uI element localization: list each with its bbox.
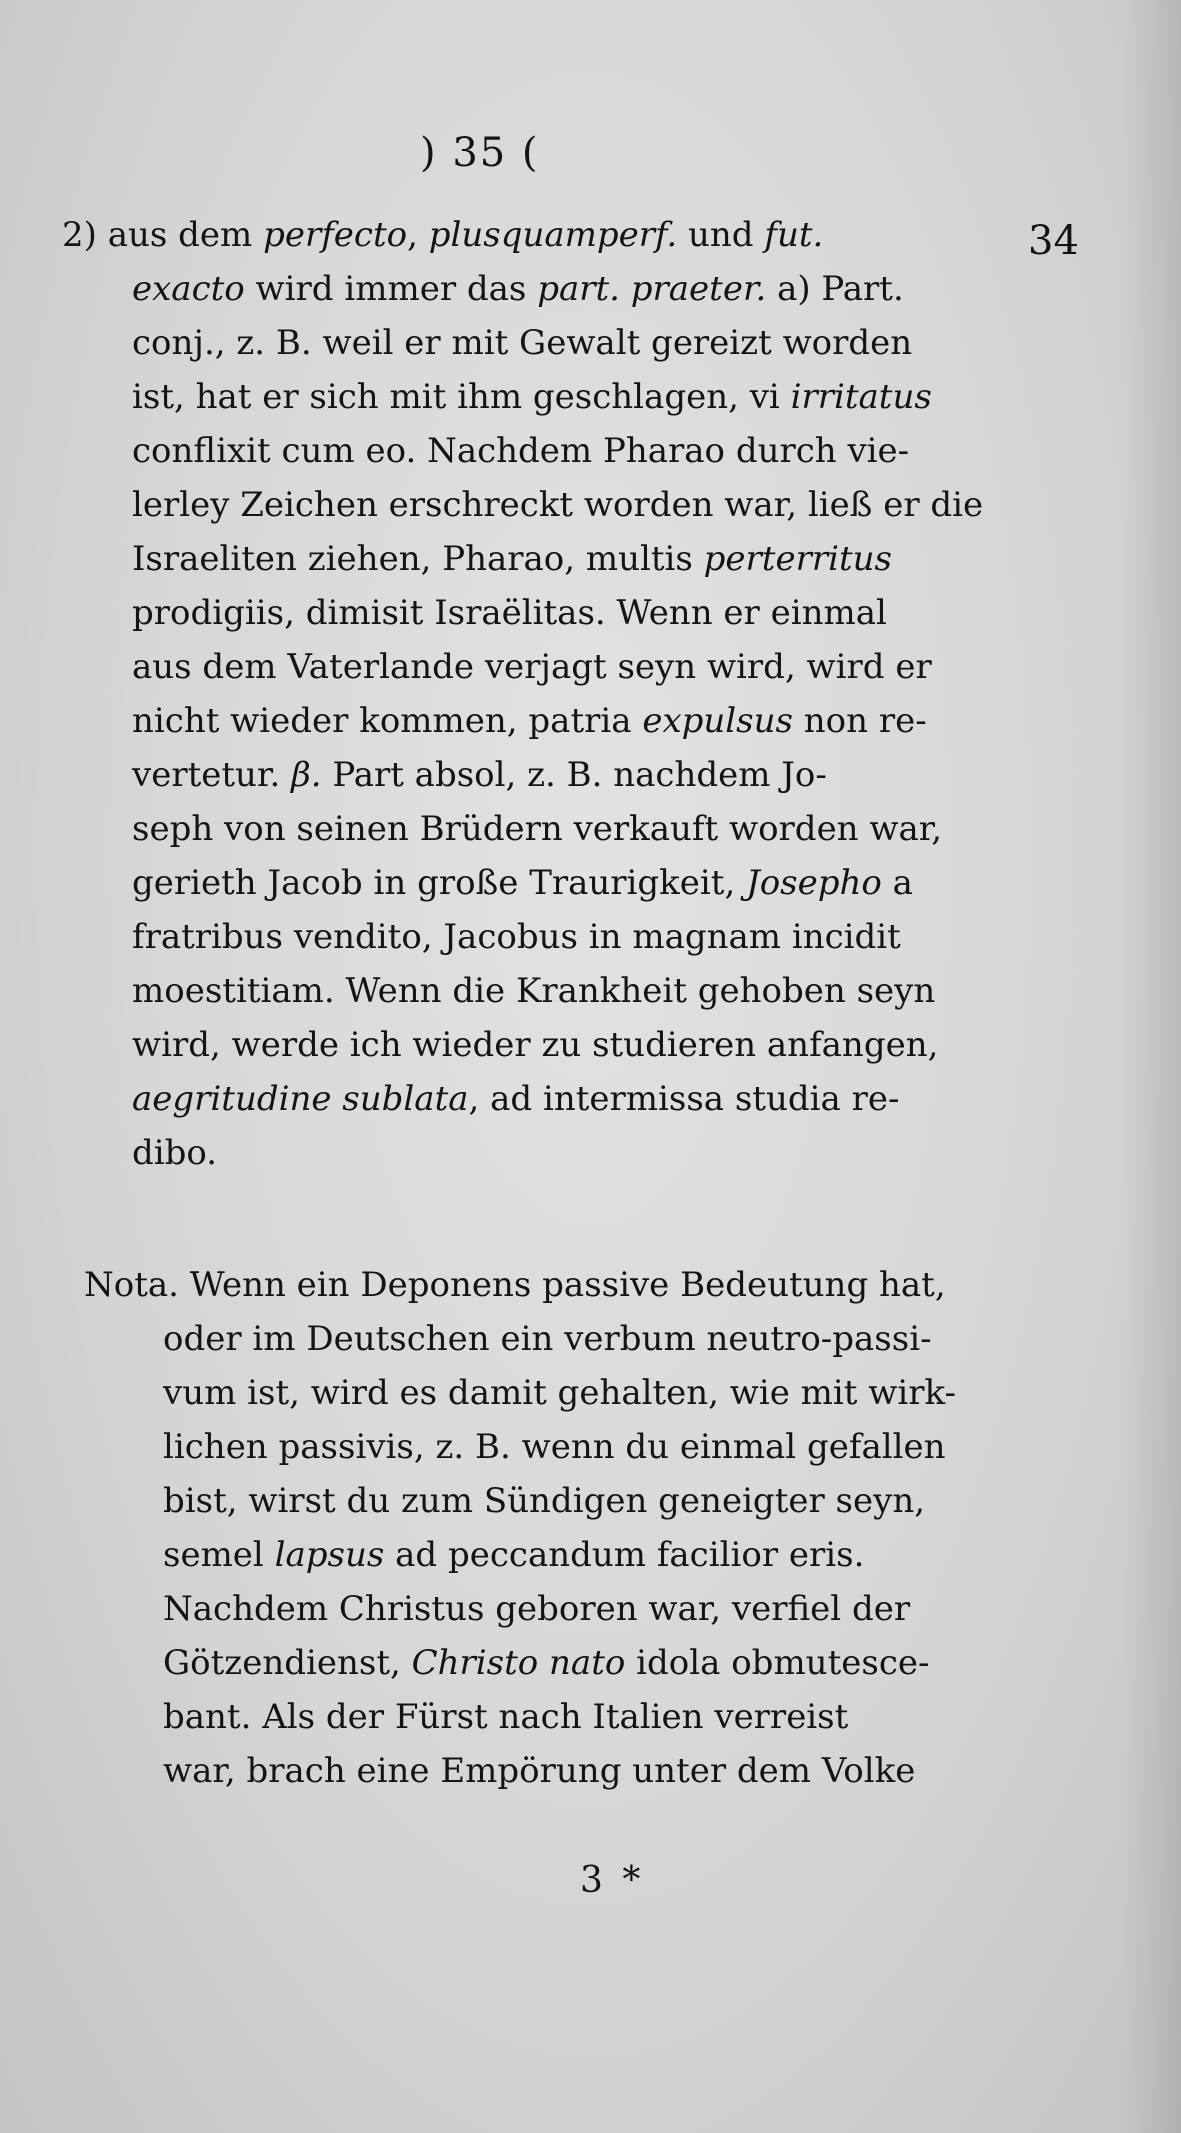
italic-phrase: perfecto [263, 215, 408, 255]
text-line [163, 1319, 932, 1359]
text-run: Part absol, z. B. nachdem Jo- [321, 755, 827, 795]
text-run: 2) aus dem [62, 215, 264, 255]
italic-phrase: lapsus [274, 1535, 385, 1575]
text-line [132, 593, 887, 633]
italic-phrase: perterritus [703, 539, 892, 579]
text-line [132, 647, 932, 687]
text-line [132, 1079, 900, 1119]
text-line [132, 539, 892, 579]
text-run: moestitiam. Wenn die Krankheit gehoben seyn [132, 971, 936, 1011]
text-run: gerieth Jacob in große Traurigkeit, [132, 863, 747, 903]
text-run: bant. Als der Fürst nach Italien verreist [163, 1697, 849, 1737]
italic-phrase: plusquamperf. [428, 215, 678, 255]
text-run: a) Part. [766, 269, 904, 309]
text-run: oder im Deutschen ein verbum neutro-passi- [163, 1319, 932, 1359]
page-edge-shadow [1121, 0, 1181, 2133]
italic-phrase: irritatus [790, 377, 932, 417]
text-line [132, 377, 932, 417]
text-line [132, 269, 904, 309]
text-line [163, 1751, 916, 1791]
signature-mark: 3 * [580, 1860, 645, 1901]
text-run: conj., z. B. weil er mit Gewalt gereizt worden [132, 323, 913, 363]
text-run: ist, hat er sich mit ihm geschlagen, vi [132, 377, 791, 417]
italic-phrase: aegritudine sublata [132, 1079, 469, 1119]
italic-phrase: β. [291, 755, 322, 795]
text-run: dibo. [132, 1133, 218, 1173]
text-line [163, 1373, 956, 1413]
text-line [132, 863, 913, 903]
text-run: Israeliten ziehen, Pharao, multis [132, 539, 704, 579]
text-run: bist, wirst du zum Sündigen geneigter seyn, [163, 1481, 926, 1521]
text-line [132, 323, 913, 363]
text-run: a [881, 863, 913, 903]
text-line [132, 971, 936, 1011]
text-run: war, brach eine Empörung unter dem Volke [163, 1751, 916, 1791]
text-line [163, 1697, 849, 1737]
text-line [132, 1133, 218, 1173]
text-run: aus dem Vaterlande verjagt seyn wird, wird er [132, 647, 932, 687]
text-line [163, 1481, 926, 1521]
text-run: , [407, 215, 429, 255]
text-run: Götzendienst, [163, 1643, 412, 1683]
italic-phrase: exacto [132, 269, 245, 309]
text-run: prodigiis, dimisit Israëlitas. Wenn er einmal [132, 593, 887, 633]
italic-phrase: expulsus [642, 701, 793, 741]
italic-phrase: fut. [764, 215, 824, 255]
text-run: lichen passivis, z. B. wenn du einmal gefallen [163, 1427, 946, 1467]
text-run: seph von seinen Brüdern verkauft worden war, [132, 809, 943, 849]
italic-phrase: Christo nato [411, 1643, 626, 1683]
text-run: idola obmutesce- [625, 1643, 930, 1683]
text-line [132, 701, 927, 741]
text-line [132, 431, 910, 471]
text-run: ad peccandum facilior eris. [384, 1535, 865, 1575]
text-run: Nota. Wenn ein Deponens passive Bedeutung hat, [84, 1265, 946, 1305]
text-run: conflixit cum eo. Nachdem Pharao durch vie- [132, 431, 910, 471]
text-line [132, 917, 901, 957]
text-line [163, 1643, 930, 1683]
text-run: und [677, 215, 765, 255]
text-run: lerley Zeichen erschreckt worden war, ließ er die [132, 485, 984, 525]
text-run: wird, werde ich wieder zu studieren anfangen, [132, 1025, 939, 1065]
text-line [163, 1427, 946, 1467]
text-line [132, 755, 827, 795]
text-run: vum ist, wird es damit gehalten, wie mit wirk- [163, 1373, 956, 1413]
text-run: nicht wieder kommen, patria [132, 701, 643, 741]
text-line [84, 1265, 946, 1305]
text-run: vertetur. [132, 755, 292, 795]
text-line [163, 1589, 911, 1629]
text-line [62, 215, 824, 255]
text-run: fratribus vendito, Jacobus in magnam incidit [132, 917, 901, 957]
italic-phrase: part. praeter. [537, 269, 767, 309]
text-line [132, 809, 943, 849]
text-run: non re- [792, 701, 927, 741]
text-line [132, 1025, 939, 1065]
text-line [163, 1535, 865, 1575]
text-run: , ad intermissa studia re- [468, 1079, 900, 1119]
margin-number: 34 [1028, 218, 1079, 264]
page-header: ) 35 ( [420, 130, 540, 176]
italic-phrase: Josepho [746, 863, 882, 903]
text-run: wird immer das [244, 269, 538, 309]
text-line [132, 485, 984, 525]
text-run: Nachdem Christus geboren war, verfiel der [163, 1589, 911, 1629]
text-run: semel [163, 1535, 275, 1575]
